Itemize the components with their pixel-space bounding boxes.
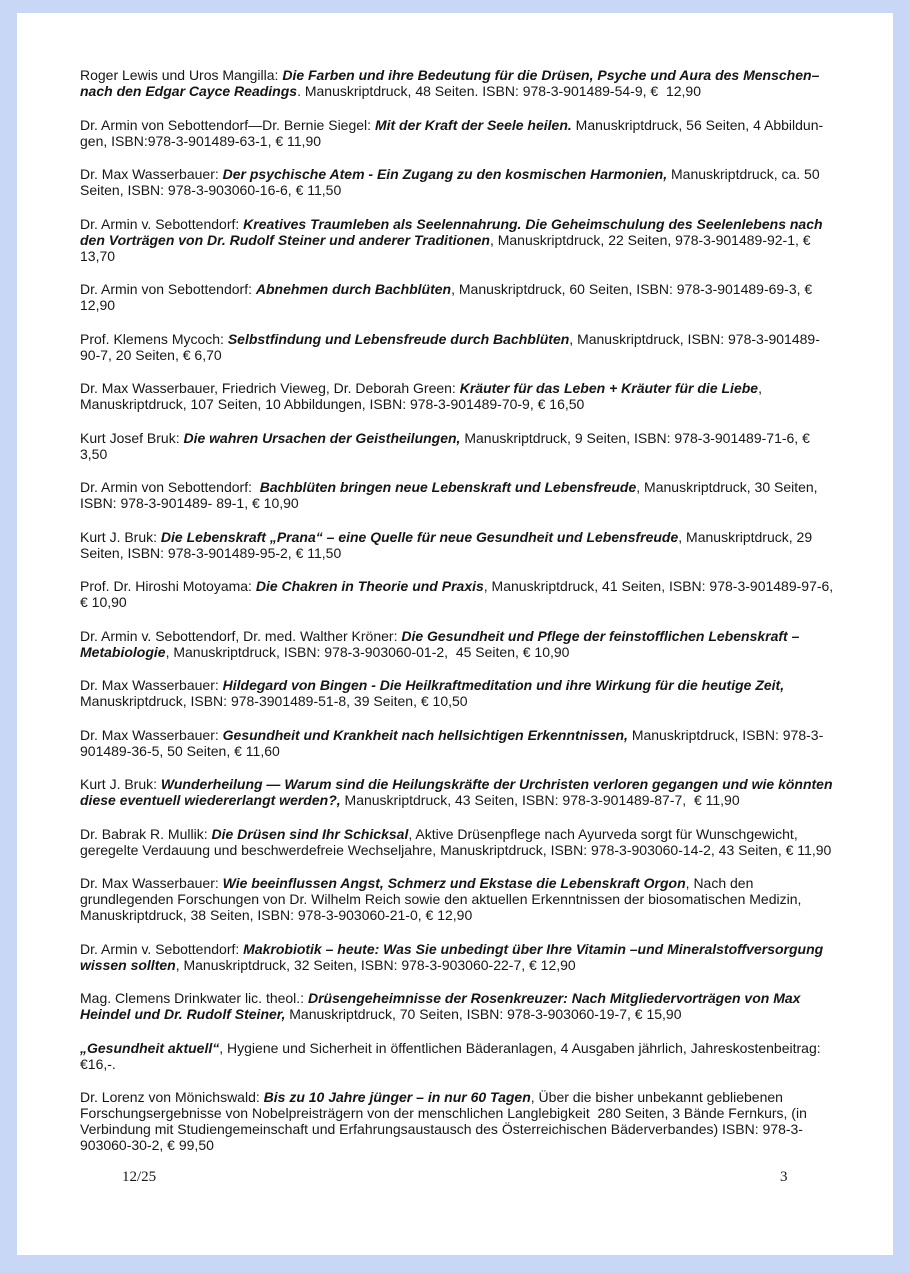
catalog-entry: [80, 380, 834, 412]
book-title: Der psychische Atem - Ein Zugang zu den kosmischen Harmonien,: [222, 166, 668, 182]
book-title: „Gesundheit aktuell“: [80, 1039, 220, 1056]
book-title: Drüsengeheimnisse der Rosenkreuzer: Nach Mitgliedervorträgen von Max Heindel und Dr. Rudolf Steiner,: [80, 990, 805, 1022]
entry-text: Dr. Max Wasserbauer:: [80, 166, 223, 182]
catalog-entry: [80, 1040, 834, 1072]
entry-text: Manuskriptdruck, ISBN: 978-3-901489-36-5, 50 Seiten, € 11,60: [80, 726, 824, 759]
entry-text: , Manuskriptdruck, 30 Seiten, ISBN: 978-3-901489- 89-1, € 10,90: [80, 479, 822, 511]
entry-text: Dr. Armin von Sebottendorf:: [80, 281, 256, 297]
entry-text: , Nach den grundlegenden Forschungen von Dr. Wilhelm Reich sowie den aktuellen Erkenntnissen der biosomatischen Medizin, Manuskriptdruck, 38 Seiten, ISBN: 978-3-903060-21-0, € 12,90: [80, 875, 806, 923]
page-footer: [17, 1169, 893, 1189]
document-page: [17, 13, 893, 1255]
catalog-entry: [80, 117, 834, 149]
entry-text: , Über die bisher unbekannt gebliebenen Forschungsergebnisse von Nobelpreisträgern von der menschlichen Langlebigkeit 280 Seiten, 3 Bände Fernkurs, (in Verbindung mit Studiengemeinschaft und Erfahrungsaustausch des Österreichischen Bäderverbandes) ISBN: 978-3-903060-30-2, € 99,50: [80, 1089, 811, 1153]
entry-text: Manuskriptdruck, 9 Seiten, ISBN: 978-3-901489-71-6, € 3,50: [80, 429, 814, 462]
entry-text: Prof. Klemens Mycoch:: [80, 330, 228, 347]
book-title: Wunderheilung — Warum sind die Heilungskräfte der Urchristen verloren gegangen und wie könnten diese eventuell wiedererlangt werden?,: [80, 776, 837, 808]
entry-text: Manuskriptdruck, ca. 50 Seiten, ISBN: 978-3-903060-16-6, € 11,50: [80, 166, 824, 198]
book-title: Mit der Kraft der Seele heilen.: [374, 116, 572, 133]
entry-text: Manuskriptdruck, ISBN: 978-3901489-51-8, 39 Seiten, € 10,50: [80, 677, 789, 709]
catalog-entry: [80, 677, 834, 709]
entry-text: , Manuskriptdruck, 32 Seiten, ISBN: 978-3-903060-22-7, € 12,90: [175, 956, 576, 973]
book-title: Kräuter für das Leben + Kräuter für die Liebe: [459, 380, 759, 396]
entry-text: Mag. Clemens Drinkwater lic. theol.:: [80, 990, 308, 1006]
entry-text: Dr. Max Wasserbauer:: [80, 875, 223, 891]
book-title: Die Gesundheit und Pflege der feinstofflichen Lebenskraft – Metabiologie: [80, 627, 804, 660]
entry-text: Kurt J. Bruk:: [80, 528, 161, 545]
catalog-entry: [80, 941, 834, 973]
entry-text: , Manuskriptdruck, 60 Seiten, ISBN: 978-3-901489-69-3, € 12,90: [80, 281, 817, 313]
entry-text: Dr. Lorenz von Mönichswald:: [80, 1089, 264, 1105]
entry-text: Kurt J. Bruk:: [80, 776, 161, 792]
book-title: Die Drüsen sind Ihr Schicksal: [211, 825, 409, 842]
entry-text: Dr. Armin v. Sebottendorf:: [80, 940, 244, 957]
entry-text: Dr. Max Wasserbauer:: [80, 677, 223, 693]
entry-text: Manuskriptdruck, 70 Seiten, ISBN: 978-3-903060-19-7, € 15,90: [285, 1006, 682, 1022]
catalog-entry: [80, 479, 834, 511]
entry-text: , Manuskriptdruck, 41 Seiten, ISBN: 978-3-901489-97-6, € 10,90: [80, 578, 838, 610]
book-title: Die Farben und ihre Bedeutung für die Drüsen, Psyche und Aura des Menschen– nach den Edgar Cayce Readings: [80, 67, 824, 99]
book-title: Bachblüten bringen neue Lebenskraft und Lebensfreude: [259, 479, 637, 495]
entry-text: , Aktive Drüsenpflege nach Ayurveda sorgt für Wunschgewicht, geregelte Verdauung und beschwerdefreie Wechseljahre, Manuskriptdruck, ISBN: 978-3-903060-14-2, 43 Seiten, € 11,90: [80, 825, 832, 858]
catalog-entry: [80, 67, 834, 99]
entry-text: , Manuskriptdruck, 107 Seiten, 10 Abbildungen, ISBN: 978-3-901489-70-9, € 16,50: [80, 380, 766, 412]
catalog-entry: [80, 430, 834, 462]
entry-text: Manuskriptdruck, 43 Seiten, ISBN: 978-3-901489-87-7, € 11,90: [340, 792, 740, 808]
catalog-entry: [80, 628, 834, 660]
catalog-entry: [80, 578, 838, 610]
book-title: Die Chakren in Theorie und Praxis: [255, 578, 484, 594]
entry-text: Dr. Armin v. Sebottendorf:: [80, 215, 244, 232]
entry-text: Dr. Armin v. Sebottendorf, Dr. med. Walther Kröner:: [80, 627, 402, 644]
entry-text: Manuskriptdruck, 56 Seiten, 4 Abbildungen, ISBN:978-3-901489-63-1, € 11,90: [80, 116, 824, 149]
book-title: Hildegard von Bingen - Die Heilkraftmeditation und ihre Wirkung für die heutige Zeit,: [222, 677, 785, 693]
entry-text: , Manuskriptdruck, 22 Seiten, 978-3-901489-92-1, € 13,70: [80, 231, 815, 264]
book-title: Makrobiotik – heute: Was Sie unbedingt über Ihre Vitamin –und Mineralstoffversorgung wissen sollten: [80, 940, 828, 973]
book-title: Selbstfindung und Lebensfreude durch Bachblüten: [227, 330, 570, 347]
entry-text: , Manuskriptdruck, ISBN: 978-3-903060-01-2, 45 Seiten, € 10,90: [165, 643, 570, 660]
footer-edition-label: 12/25: [122, 1169, 157, 1185]
catalog-entry: [80, 990, 834, 1022]
entry-text: . Manuskriptdruck, 48 Seiten. ISBN: 978-3-901489-54-9, € 12,90: [297, 83, 701, 99]
catalog-entry: [80, 281, 834, 313]
book-title: Die wahren Ursachen der Geistheilungen,: [183, 429, 461, 446]
book-title: Abnehmen durch Bachblüten: [255, 281, 452, 297]
entry-text: Dr. Max Wasserbauer, Friedrich Vieweg, Dr. Deborah Green:: [80, 380, 460, 396]
catalog-entry: [80, 331, 834, 363]
entry-text: Roger Lewis und Uros Mangilla:: [80, 67, 283, 83]
book-title: Kreatives Traumleben als Seelennahrung. Die Geheimschulung des Seelenlebens nach den Vorträgen von Dr. Rudolf Steiner und anderer Traditionen: [80, 215, 827, 248]
catalog-entry: [80, 776, 837, 808]
catalog-entry: [80, 826, 834, 858]
entry-text: Kurt Josef Bruk:: [80, 429, 184, 446]
entry-text: , Hygiene und Sicherheit in öffentlichen Bäderanlagen, 4 Ausgaben jährlich, Jahreskostenbeitrag: €16,-.: [80, 1039, 825, 1072]
book-title: Bis zu 10 Jahre jünger – in nur 60 Tagen: [263, 1089, 531, 1105]
entry-text: Dr. Armin von Sebottendorf—Dr. Bernie Siegel:: [80, 116, 375, 133]
catalog-entry: [80, 216, 834, 264]
entry-text: Dr. Babrak R. Mullik:: [80, 825, 212, 842]
entry-text: Prof. Dr. Hiroshi Motoyama:: [80, 578, 256, 594]
entry-text: , Manuskriptdruck, 29 Seiten, ISBN: 978-3-901489-95-2, € 11,50: [80, 528, 816, 561]
catalog-entry: [80, 1089, 834, 1153]
catalog-entry: [80, 727, 834, 759]
entry-text: , Manuskriptdruck, ISBN: 978-3-901489-90-7, 20 Seiten, € 6,70: [80, 330, 820, 363]
entry-text: Dr. Max Wasserbauer:: [80, 726, 223, 743]
catalog-entry: [80, 875, 834, 923]
book-title: Wie beeinflussen Angst, Schmerz und Ekstase die Lebenskraft Orgon: [222, 875, 686, 891]
catalog-entry: [80, 166, 834, 198]
catalog-list: [80, 67, 838, 1153]
book-title: Gesundheit und Krankheit nach hellsichtigen Erkenntnissen,: [222, 726, 628, 743]
entry-text: Dr. Armin von Sebottendorf:: [80, 479, 260, 495]
page-number: 3: [780, 1169, 788, 1185]
book-title: Die Lebenskraft „Prana“ – eine Quelle für neue Gesundheit und Lebensfreude: [160, 528, 679, 545]
catalog-entry: [80, 529, 834, 561]
